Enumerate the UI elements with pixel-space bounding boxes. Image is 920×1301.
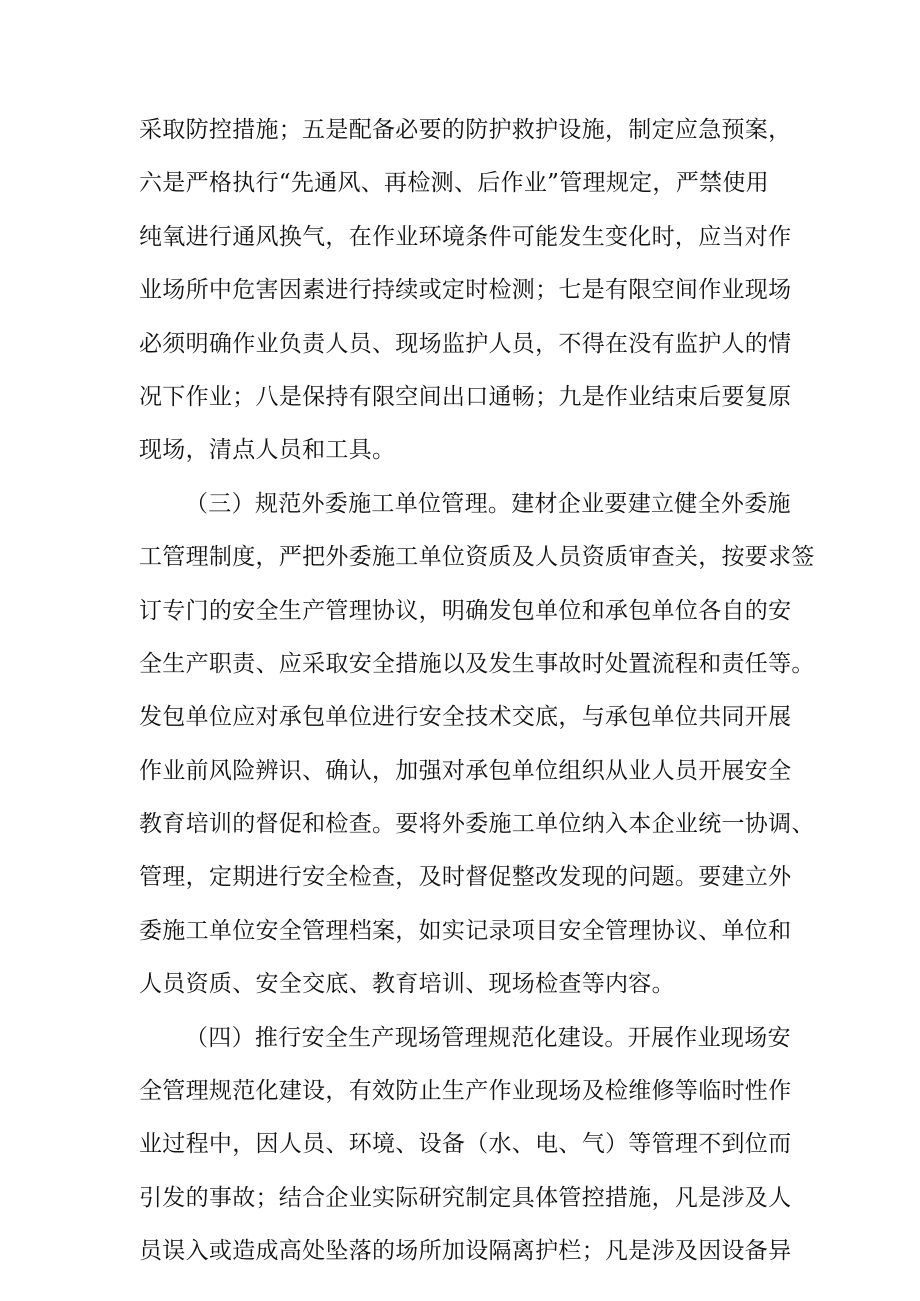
text-line: 现场，清点人员和工具。 [139,437,396,464]
section-heading-line: （三）规范外委施工单位管理。建材企业要建立健全外委施 [185,490,791,517]
text-line: 业场所中危害因素进行持续或定时检测；七是有限空间作业现场 [139,277,792,304]
text-line: 订专门的安全生产管理协议，明确发包单位和承包单位各自的安 [139,597,792,624]
text-line: 发包单位应对承包单位进行安全技术交底，与承包单位共同开展 [139,704,792,731]
text-line: 教育培训的督促和检查。要将外委施工单位纳入本企业统一协调、 [139,811,815,838]
text-line: 管理，定期进行安全检查，及时督促整改发现的问题。要建立外 [139,864,792,891]
text-line: 引发的事故；结合企业实际研究制定具体管控措施，凡是涉及人 [139,1184,792,1211]
text-line: 委施工单位安全管理档案，如实记录项目安全管理协议、单位和 [139,917,792,944]
text-line: 人员资质、安全交底、教育培训、现场检查等内容。 [139,971,675,998]
text-line: 纯氧进行通风换气，在作业环境条件可能发生变化时，应当对作 [139,223,792,250]
text-line: 全生产职责、应采取安全措施以及发生事故时处置流程和责任等。 [139,650,815,677]
text-line: 作业前风险辨识、确认，加强对承包单位组织从业人员开展安全 [139,757,792,784]
text-line: 工管理制度，严把外委施工单位资质及人员资质审查关，按要求签 [139,544,815,571]
text-line: 全管理规范化建设，有效防止生产作业现场及检维修等临时性作 [139,1078,792,1105]
text-line: 必须明确作业负责人员、现场监护人员，不得在没有监护人的情 [139,330,792,357]
text-line: 况下作业；八是保持有限空间出口通畅；九是作业结束后要复原 [139,383,792,410]
text-line: 员误入或造成高处坠落的场所加设隔离护栏；凡是涉及因设备异 [139,1238,792,1265]
text-line: 六是严格执行“先通风、再检测、后作业”管理规定，严禁使用 [139,170,769,197]
text-line: 业过程中，因人员、环境、设备（水、电、气）等管理不到位而 [139,1131,792,1158]
text-line: 采取防控措施；五是配备必要的防护救护设施，制定应急预案， [139,117,792,143]
section-heading-line: （四）推行安全生产现场管理规范化建设。开展作业现场安 [185,1024,791,1051]
document-body [139,104,815,1279]
